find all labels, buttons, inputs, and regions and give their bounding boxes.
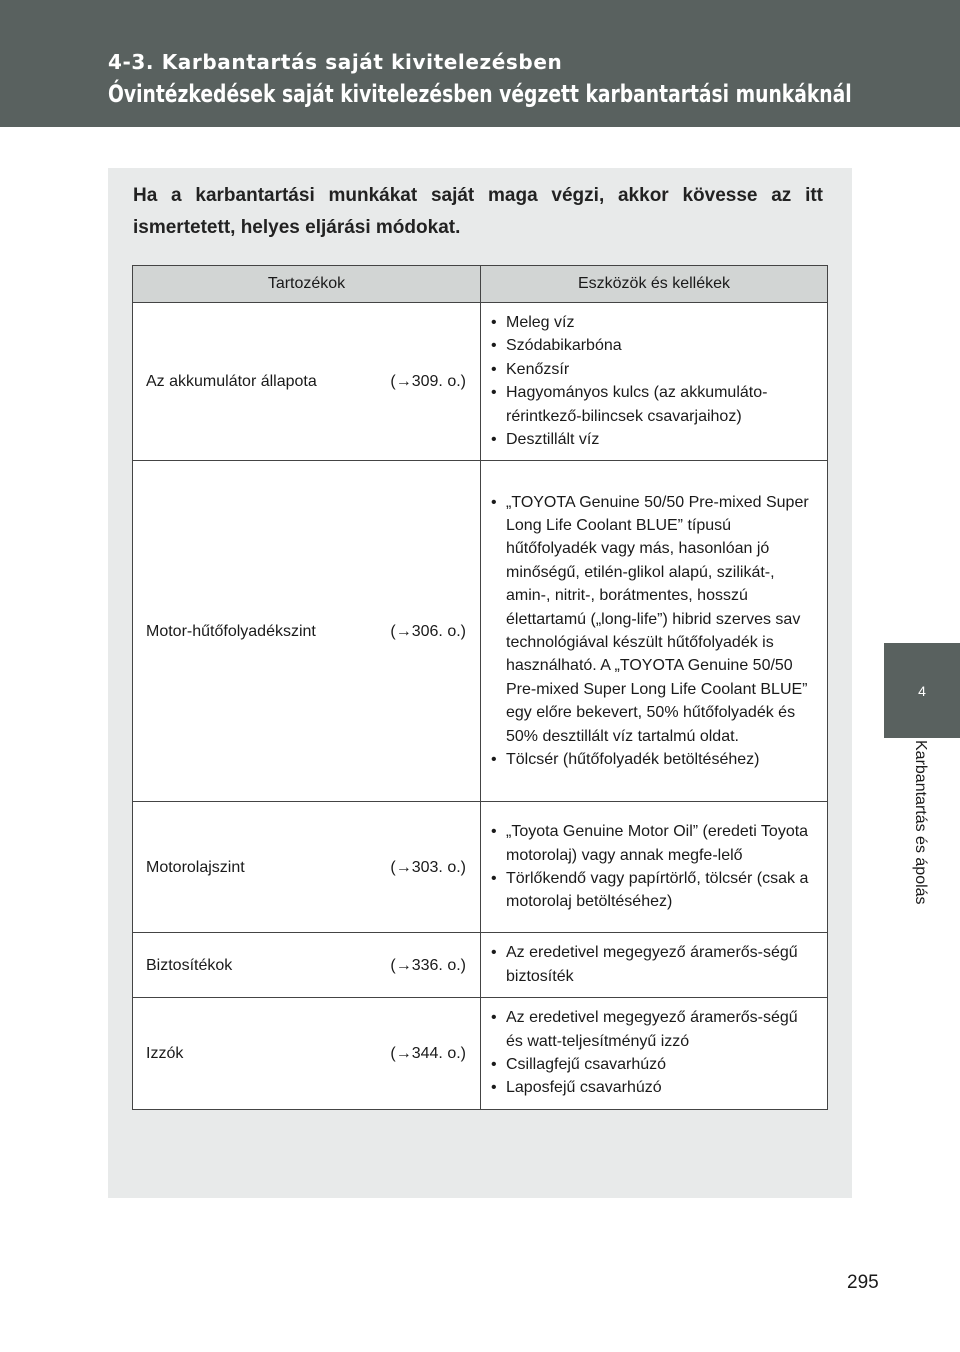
item-cell: [133, 998, 481, 1110]
list-item: • Kenőzsír: [491, 358, 819, 381]
page-reference: (→306. o.): [390, 622, 466, 640]
list-item: • „Toyota Genuine Motor Oil” (eredeti Toyota motorolaj) vagy annak megfe-lelő: [491, 820, 819, 867]
item-cell: [133, 802, 481, 933]
item-cell: [133, 461, 481, 802]
item-name: Biztosítékok: [146, 956, 233, 974]
list-item: • Tölcsér (hűtőfolyadék betöltéséhez): [491, 748, 819, 771]
list-item: • Laposfejű csavarhúzó: [491, 1076, 819, 1099]
table-row: [133, 802, 828, 933]
maintenance-tools-table: [132, 265, 828, 1110]
list-item: • „TOYOTA Genuine 50/50 Pre-mixed Super Long Life Coolant BLUE” típusú hűtőfolyadék vagy más, hasonlóan jó minőségű, etilén-glikol alapú, szilikát-, amin-, nitrit-, borátmentes, hosszú élettartamú („long-life”) hibrid szerves sav technológiával készült hűtőfolyadék is használható. A „TOYOTA Genuine 50/50 Pre-mixed Super Long Life Coolant BLUE” egy előre bekevert, 50% hűtőfolyadék és 50% desztillált víz tartalmú oldat.: [491, 491, 819, 748]
table-row: [133, 933, 828, 998]
table-row: [133, 303, 828, 461]
intro-text: Ha a karbantartási munkákat saját maga végzi, akkor kövesse az itt ismertetett, helyes eljárási módokat.: [133, 185, 823, 238]
item-name: Motor-hűtőfolyadékszint: [146, 622, 316, 640]
chapter-side-label: [900, 740, 940, 965]
page-reference: (→344. o.): [390, 1044, 466, 1062]
page-reference: (→303. o.): [390, 858, 466, 876]
tools-cell: [481, 303, 828, 461]
item-cell: [133, 933, 481, 998]
page-title: Óvintézkedések saját kivitelezésben végzett karbantartási munkáknál: [108, 80, 852, 108]
tools-cell: [481, 802, 828, 933]
list-item: • Meleg víz: [491, 311, 819, 334]
item-name: Motorolajszint: [146, 858, 245, 876]
list-item: • Szódabikarbóna: [491, 334, 819, 357]
list-item: • Törlőkendő vagy papírtörlő, tölcsér (csak a motorolaj betöltéséhez): [491, 867, 819, 914]
chapter-tab: [884, 643, 960, 738]
tools-cell: [481, 933, 828, 998]
page-reference: (→309. o.): [390, 373, 466, 391]
list-item: • Desztillált víz: [491, 428, 819, 451]
column-header-tools: Eszközök és kellékek: [481, 266, 828, 303]
page-reference: (→336. o.): [390, 956, 466, 974]
item-name: Az akkumulátor állapota: [146, 373, 317, 391]
table-row: [133, 461, 828, 802]
tools-cell: [481, 461, 828, 802]
item-name: Izzók: [146, 1044, 184, 1062]
table-row: [133, 998, 828, 1110]
item-cell: [133, 303, 481, 461]
list-item: • Az eredetivel megegyező áramerős-ségű biztosíték: [491, 941, 819, 988]
chapter-number: 4: [918, 682, 926, 699]
page-header: [0, 0, 960, 127]
list-item: • Hagyományos kulcs (az akkumuláto-rérintkező-bilincsek csavarjaihoz): [491, 381, 819, 428]
chapter-label: Karbantartás és ápolás: [912, 740, 929, 905]
section-heading: 4-3. Karbantartás saját kivitelezésben: [108, 50, 563, 74]
list-item: • Csillagfejű csavarhúzó: [491, 1053, 819, 1076]
column-header-items: Tartozékok: [133, 266, 481, 303]
tools-cell: [481, 998, 828, 1110]
list-item: • Az eredetivel megegyező áramerős-ségű és watt-teljesítményű izzó: [491, 1006, 819, 1053]
table-header-row: [133, 266, 828, 303]
page-number: 295: [847, 1272, 879, 1293]
